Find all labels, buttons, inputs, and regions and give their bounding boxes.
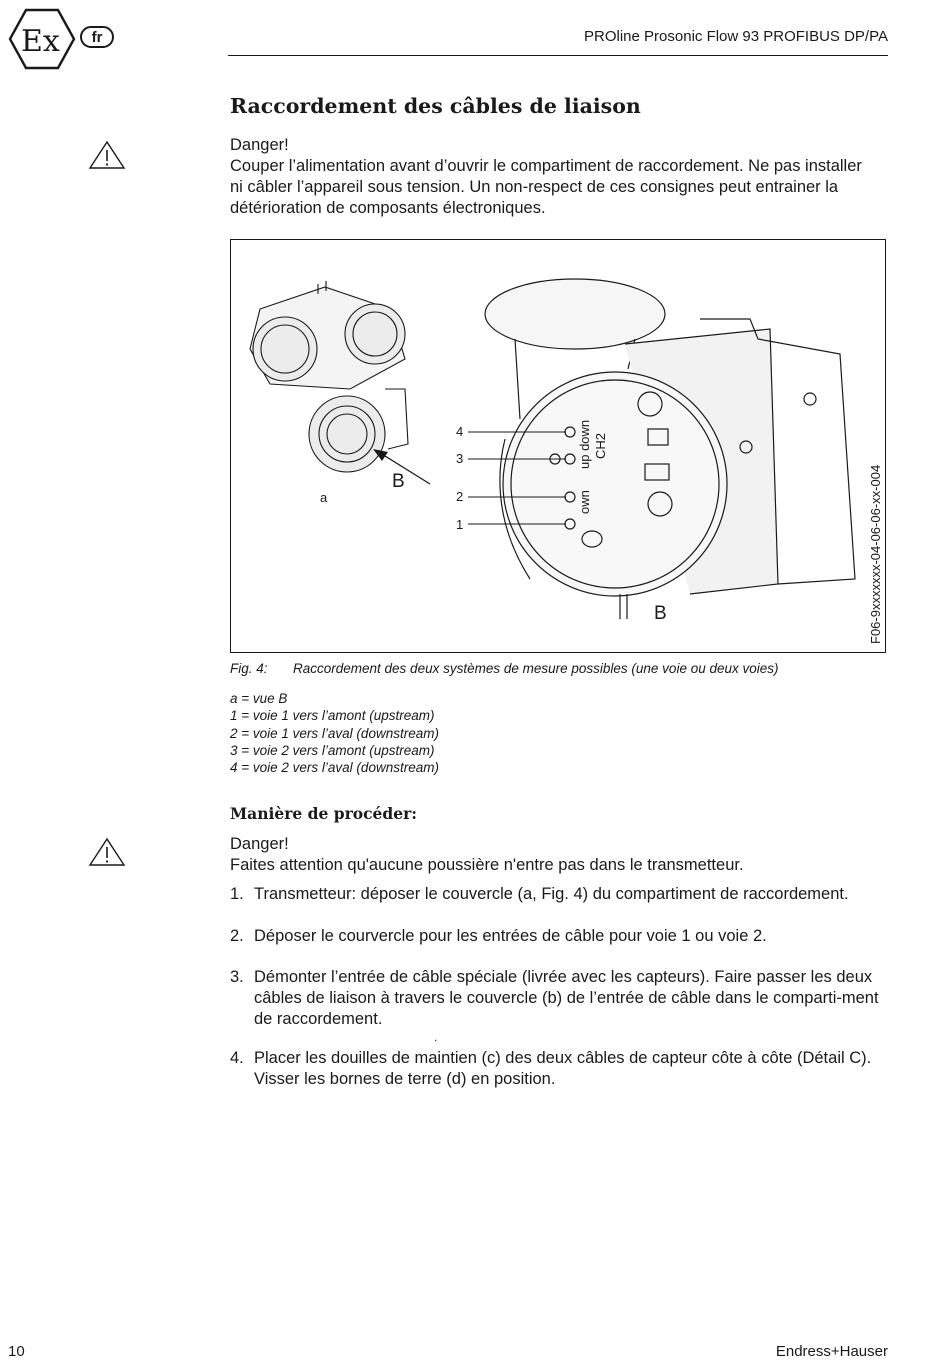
legend-item: 3 = voie 2 vers l’amont (upstream) [230,742,435,758]
open-housing-drawing [485,279,855,619]
danger-notice-2 [230,834,890,876]
section-title: Raccordement des câbles de liaison [230,94,641,118]
danger-text-line: détérioration de composants électroniques. [230,199,546,217]
label-b-bottom: B [654,603,667,624]
svg-text:Ex: Ex [21,24,60,59]
step-number: 2. [230,927,244,945]
danger-text-line: ni câbler l’appareil sous tension. Un non-respect de ces consignes peut entrainer la [230,178,839,196]
step-text: Démonter l’entrée de câble spéciale (livrée avec les capteurs). Faire passer les deux câbles de liaison à travers le couvercle (b) de l’entrée de câble dans le comparti-ment de raccordement. [254,968,879,1028]
figure-caption-number: Fig. 4: [230,661,268,676]
document-title: PROline Prosonic Flow 93 PROFIBUS DP/PA [584,28,888,45]
brand-name: Endress+Hauser [775,1343,888,1360]
warning-triangle-icon [88,837,126,867]
danger-text-line: Faites attention qu'aucune poussière n'entre pas dans le transmetteur. [230,856,744,874]
label-2: 2 [456,489,464,504]
figure-code: F06-9xxxxxxx-04-06-06-xx-004 [868,464,883,644]
ex-hazard-logo-icon [8,8,76,70]
warning-triangle-icon [88,140,126,170]
step-item [230,884,890,905]
danger-text-line: Couper l’alimentation avant d’ouvrir le compartiment de raccordement. Ne pas installer [230,157,862,175]
step-text: Transmetteur: déposer le couvercle (a, Fig. 4) du compartiment de raccordement. [254,885,849,903]
step-number: 3. [230,968,244,986]
connection-diagram [230,239,886,653]
step-item [230,967,890,1030]
step-number: 4. [230,1049,244,1067]
page-number: 10 [8,1343,25,1360]
danger-notice-1 [230,135,890,219]
procedure-title: Manière de procéder: [230,804,417,823]
header-divider [228,55,888,56]
figure-caption-text: Raccordement des deux systèmes de mesure possibles (une voie ou deux voies) [293,661,779,676]
danger-label: Danger! [230,835,289,853]
label-ch2: CH2 [593,432,608,459]
step-item [230,1048,890,1090]
step-item [230,926,890,947]
step-number: 1. [230,885,244,903]
label-3: 3 [456,451,464,466]
label-ch1-fragment: own [577,490,592,514]
step-text: Placer les douilles de maintien (c) des deux câbles de capteur côte à côte (Détail C). Visser les bornes de terre (d) en position. [254,1049,872,1088]
label-1: 1 [456,517,464,532]
stray-dot: . [434,1030,438,1044]
label-up-down: up down [577,419,592,469]
transmitter-drawing [250,281,408,472]
danger-label: Danger! [230,136,289,154]
label-4: 4 [456,424,464,439]
legend-item: 2 = voie 1 vers l’aval (downstream) [230,725,439,741]
figure-legend [230,690,439,776]
label-a: a [320,490,328,505]
legend-item: a = vue B [230,691,288,706]
legend-item: 4 = voie 2 vers l’aval (downstream) [230,760,439,776]
language-badge: fr [80,26,114,48]
legend-item: 1 = voie 1 vers l’amont (upstream) [230,708,435,724]
step-text: Déposer le courvercle pour les entrées de câble pour voie 1 ou voie 2. [254,927,767,945]
label-b-arrow: B [392,471,405,492]
